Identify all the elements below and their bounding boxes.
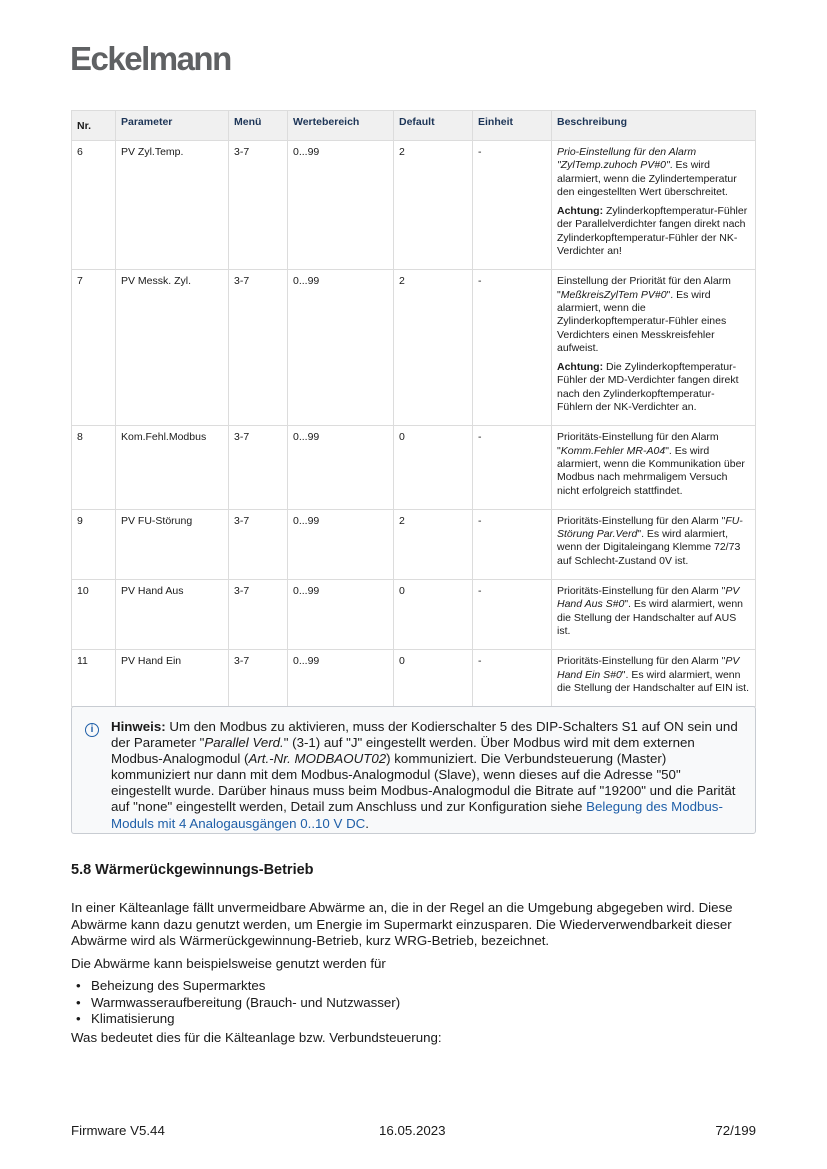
text: Prioritäts-Einstellung für den Alarm " <box>557 655 726 668</box>
italic-text: Prio-Einstellung für den Alarm "ZylTemp.zuhoch PV#0" <box>557 146 697 172</box>
modbus-module-link[interactable]: Belegung des Modbus-Moduls mit 4 Analogausgängen 0..10 V DC <box>111 799 723 831</box>
cell-nr: 7 <box>72 270 116 426</box>
list-item: • Warmwasseraufbereitung (Brauch- und Nutzwasser) <box>91 995 761 1012</box>
hint-text <box>111 719 741 832</box>
cell-nr: 11 <box>72 650 116 707</box>
text: Prioritäts-Einstellung für den Alarm " <box>557 514 726 527</box>
cell-nr: 6 <box>72 141 116 270</box>
table-row <box>72 509 756 579</box>
cell-menu: 3-7 <box>229 270 288 426</box>
description-paragraph <box>557 515 750 568</box>
text: ". Es wird alarmiert, wenn die Zylinderkopftemperatur-Fühler eines Verdichters einen Messkreisfehler aufweist. <box>557 288 727 354</box>
text: Einstellung der Priorität für den Alarm " <box>557 275 731 301</box>
list-item: • Klimatisierung <box>91 1011 761 1028</box>
cell-nr: 10 <box>72 580 116 650</box>
bold-text: Achtung: <box>557 361 604 374</box>
cell-description <box>552 426 756 509</box>
cell-description <box>552 270 756 426</box>
italic-text: MeßkreisZylTem PV#0 <box>560 288 667 301</box>
cell-nr: 9 <box>72 509 116 579</box>
cell-nr: 8 <box>72 426 116 509</box>
text: Die Zylinderkopftemperatur-Fühler der MD-Verdichter fangen direkt nach den Zylinderkopftemperatur-Fühlern der NK-Verdichter an. <box>557 361 739 414</box>
bold-text: Hinweis: <box>111 719 166 734</box>
italic-text: FU-Störung Par.Verd <box>557 514 743 541</box>
cell-unit: - <box>473 141 552 270</box>
description-paragraph <box>557 585 750 638</box>
hint-box <box>71 706 756 834</box>
header-unit: Einheit <box>473 111 552 141</box>
cell-description <box>552 509 756 579</box>
text: Zylinderkopftemperatur-Fühler der Parallelverdichter fangen direkt nach Zylinderkopftemperatur-Fühler der NK-Verdichter an! <box>557 205 748 258</box>
cell-description <box>552 580 756 650</box>
cell-unit: - <box>473 650 552 707</box>
header-menu: Menü <box>229 111 288 141</box>
italic-text: Art.-Nr. MODBAOUT02 <box>248 751 387 767</box>
italic-text: PV Hand Ein S#0 <box>557 655 740 681</box>
italic-text: Komm.Fehler MR-A04 <box>560 444 666 457</box>
footer-page-number: 72/199 <box>715 1123 756 1138</box>
list-item: • Beheizung des Supermarktes <box>91 978 761 995</box>
info-icon: i <box>85 723 99 737</box>
text: Prioritäts-Einstellung für den Alarm " <box>557 431 719 457</box>
cell-range: 0...99 <box>288 509 394 579</box>
header-range: Wertebereich <box>288 111 394 141</box>
cell-default: 0 <box>394 426 473 509</box>
table-row <box>72 580 756 650</box>
cell-parameter: PV Hand Aus <box>116 580 229 650</box>
cell-description <box>552 141 756 270</box>
text: . <box>365 815 369 831</box>
cell-unit: - <box>473 270 552 426</box>
description-paragraph <box>557 275 750 355</box>
cell-default: 0 <box>394 580 473 650</box>
description-paragraph <box>557 361 750 414</box>
cell-unit: - <box>473 426 552 509</box>
description-paragraph <box>557 431 750 497</box>
header-default: Default <box>394 111 473 141</box>
text: Um den Modbus zu aktivieren, muss der Kodierschalter 5 des DIP-Schalters S1 auf ON sein und der Parameter " <box>111 719 738 751</box>
cell-parameter: PV FU-Störung <box>116 509 229 579</box>
cell-unit: - <box>473 509 552 579</box>
cell-menu: 3-7 <box>229 426 288 509</box>
footer-date: 16.05.2023 <box>379 1123 446 1138</box>
paragraph: Was bedeutet dies für die Kälteanlage bzw. Verbundsteuerung: <box>71 1029 442 1045</box>
text: ". Es wird alarmiert, wenn die Stellung der Handschalter auf AUS ist. <box>557 598 744 637</box>
cell-parameter: PV Hand Ein <box>116 650 229 707</box>
cell-menu: 3-7 <box>229 580 288 650</box>
cell-range: 0...99 <box>288 426 394 509</box>
text: . Es wird alarmiert, wenn die Zylindertemperatur den eingestellten Wert überschreitet. <box>557 159 737 198</box>
cell-default: 0 <box>394 650 473 707</box>
eckelmann-logo: Eckelmann <box>70 40 231 77</box>
table-row <box>72 426 756 509</box>
cell-menu: 3-7 <box>229 650 288 707</box>
description-paragraph <box>557 655 750 695</box>
italic-text: PV Hand Aus S#0 <box>557 585 740 611</box>
cell-unit: - <box>473 580 552 650</box>
section-heading: 5.8 Wärmerückgewinnungs-Betrieb <box>71 862 314 878</box>
header-nr: Nr. <box>72 111 116 141</box>
cell-range: 0...99 <box>288 650 394 707</box>
cell-menu: 3-7 <box>229 509 288 579</box>
table-row <box>72 650 756 707</box>
text: ". Es wird alarmiert, wenn die Stellung der Handschalter auf EIN ist. <box>557 668 750 694</box>
cell-menu: 3-7 <box>229 141 288 270</box>
cell-parameter: Kom.Fehl.Modbus <box>116 426 229 509</box>
table-header-row <box>72 111 756 141</box>
paragraph: In einer Kälteanlage fällt unvermeidbare Abwärme an, die in der Regel an die Umgebung abgegeben wird. Diese Abwärme kann dazu genutzt werden, um Energie im Supermarkt einzusparen. Die Wiederverwendbarkeit dieser Abwärme wird als Wärmerückgewinnung-Betrieb, kurz WRG-Betrieb, bezeichnet. <box>71 900 733 948</box>
table-row <box>72 270 756 426</box>
text: " (3-1) auf "J" eingestellt werden. Über Modbus wird mit dem externen Modbus-Analogmodul ( <box>111 735 695 767</box>
paragraph: Die Abwärme kann beispielsweise genutzt werden für <box>71 955 386 971</box>
italic-text: Parallel Verd. <box>204 735 284 751</box>
cell-parameter: PV Messk. Zyl. <box>116 270 229 426</box>
bold-text: Achtung: <box>557 205 604 218</box>
cell-range: 0...99 <box>288 270 394 426</box>
table-row <box>72 141 756 270</box>
parameter-table <box>71 110 756 707</box>
cell-default: 2 <box>394 141 473 270</box>
cell-range: 0...99 <box>288 141 394 270</box>
cell-default: 2 <box>394 270 473 426</box>
text: ". Es wird alarmiert, wenn der Digitaleingang Klemme 72/73 auf Schlecht-Zustand 0V ist. <box>557 528 741 567</box>
cell-range: 0...99 <box>288 580 394 650</box>
cell-description <box>552 650 756 707</box>
usage-list <box>71 978 761 1028</box>
text: Prioritäts-Einstellung für den Alarm " <box>557 585 726 598</box>
description-paragraph <box>557 146 750 199</box>
footer-firmware: Firmware V5.44 <box>71 1123 165 1138</box>
header-parameter: Parameter <box>116 111 229 141</box>
cell-default: 2 <box>394 509 473 579</box>
header-description: Beschreibung <box>552 111 756 141</box>
text: ) kommuniziert. Die Verbundsteuerung (Master) kommuniziert nur dann mit dem Modbus-Analogmodul (Slave), wenn dieses auf die Adresse "50" eingestellt wurde. Darüber hinaus muss beim Modbus-Analogmodul die Bitrate auf "19200" und die Parität auf "none" eingestellt werden, Detail zum Anschluss und zur Konfiguration siehe <box>111 751 736 815</box>
description-paragraph <box>557 205 750 258</box>
text: ". Es wird alarmiert, wenn die Kommunikation über Modbus nach mehrmaligem Versuch nicht erfolgreich stattfindet. <box>557 444 745 497</box>
cell-parameter: PV Zyl.Temp. <box>116 141 229 270</box>
section-body <box>71 900 761 1052</box>
